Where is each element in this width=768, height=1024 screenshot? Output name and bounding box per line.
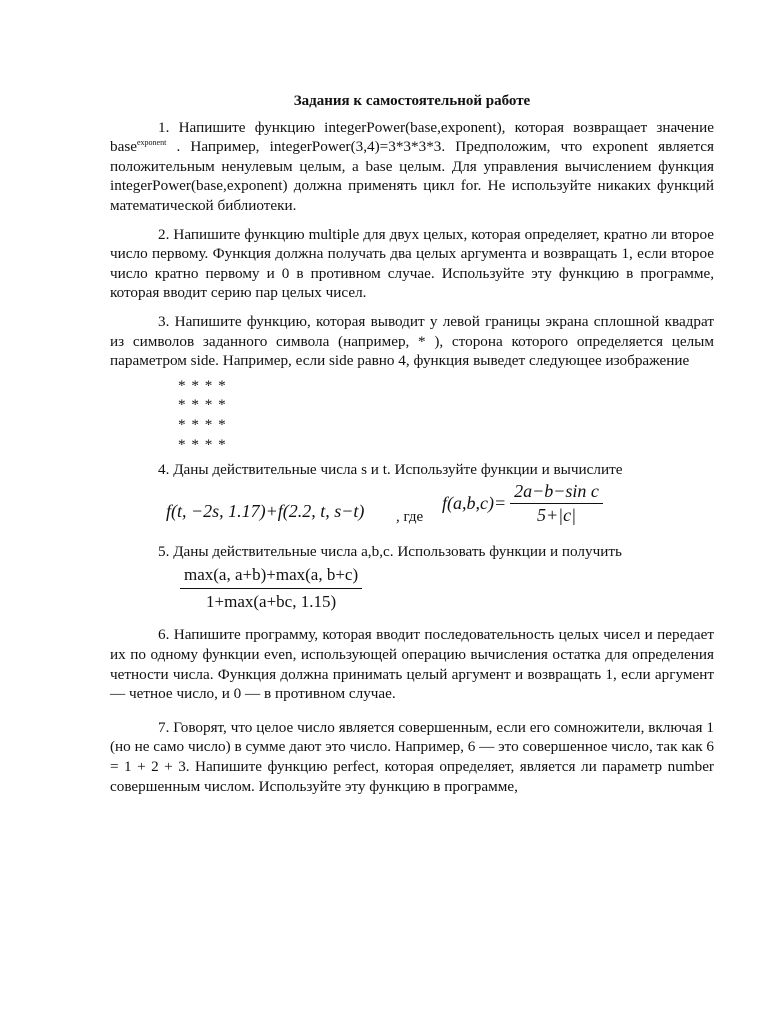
task-5-numerator: max(a, a+b)+max(a, b+c) [180, 565, 362, 589]
task-3 [110, 312, 714, 371]
document-page [110, 92, 714, 805]
task-6 [110, 625, 714, 703]
task-6-text: Напишите программу, которая вводит последовательность целых чисел и передает их по одному функции even, использующей операцию вычисления остатка для определения четности числа. Функция должна принимать целый аргумент и возвращать 1, если аргумент — четное число, и 0 — в противном случае. [110, 626, 714, 703]
task-3-number: 3. [158, 312, 170, 330]
task-4-number: 4. [158, 461, 170, 479]
task-7 [110, 718, 714, 796]
task-4-def-left: f(a,b,c)= [442, 492, 507, 513]
task-5-formula [180, 565, 362, 611]
star-row: * * * * [178, 396, 227, 414]
star-square [178, 376, 714, 454]
task-4-text: Даны действительные числа s и t. Используйте функции и вычислите [169, 461, 623, 479]
task-2 [110, 225, 714, 303]
task-5-number: 5. [158, 542, 170, 560]
task-4-def-denominator: 5+|c| [537, 505, 577, 526]
star-row: * * * * [178, 435, 227, 453]
task-4-function-definition [442, 482, 603, 526]
task-1-text-start: Напишите функцию integerPower(base,exponent), которая возвращает значение base [110, 118, 714, 156]
task-2-number: 2. [158, 225, 170, 243]
star-row: * * * * [178, 415, 227, 433]
task-5-text: Даны действительные числа a,b,c. Использовать функции и получить [169, 542, 622, 560]
task-4-main-formula: f(t, −2s, 1.17)+f(2.2, t, s−t) [166, 500, 365, 521]
task-1-text-end: . Например, integerPower(3,4)=3*3*3*3. Предположим, что exponent является положительным ненулевым целым, а base целым. Для управления вычислением функция integerPower(base,exponent) должна применять цикл for. Не используйте никаких функций математической библиотеки. [110, 138, 714, 214]
page-title: Задания к самостоятельной работе [293, 93, 531, 109]
task-1-number: 1. [158, 118, 170, 136]
task-5 [110, 542, 714, 562]
task-4 [110, 460, 714, 480]
task-4-def-fraction [510, 482, 603, 526]
task-2-text: Напишите функцию multiple для двух целых, которая определяет, кратно ли второе число первому. Функция должна получать два целых аргумента и возвращать 1, если второе число кратно первому и 0 в противном случае. Используйте эту функцию в программе, которая вводит серию пар целых чисел. [110, 225, 714, 302]
task-1 [110, 118, 714, 216]
task-6-number: 6. [158, 626, 170, 644]
task-7-number: 7. [158, 718, 170, 736]
task-3-text: Напишите функцию, которая выводит у левой границы экрана сплошной квадрат из символов заданного символа (например, * ), сторона которого определяется целым параметром side. Например, если side равно 4, функция выведет следующее изображение [110, 312, 714, 370]
task-4-def-numerator: 2a−b−sin c [510, 482, 603, 505]
task-5-denominator: 1+max(a+bc, 1.15) [206, 591, 337, 611]
star-row: * * * * [178, 376, 227, 394]
task-7-text: Говорят, что целое число является совершенным, если его сомножители, включая 1 (но не само число) в сумме дают это число. Например, 6 — это совершенное число, так как 6 = 1 + 2 + 3. Напишите функцию perfect, которая определяет, является ли параметр number совершенным числом. Используйте эту функцию в программе, [110, 718, 714, 795]
task-4-where-label: , где [396, 508, 424, 525]
task-1-superscript: exponent [137, 138, 167, 148]
task-4-formulas [110, 482, 714, 534]
